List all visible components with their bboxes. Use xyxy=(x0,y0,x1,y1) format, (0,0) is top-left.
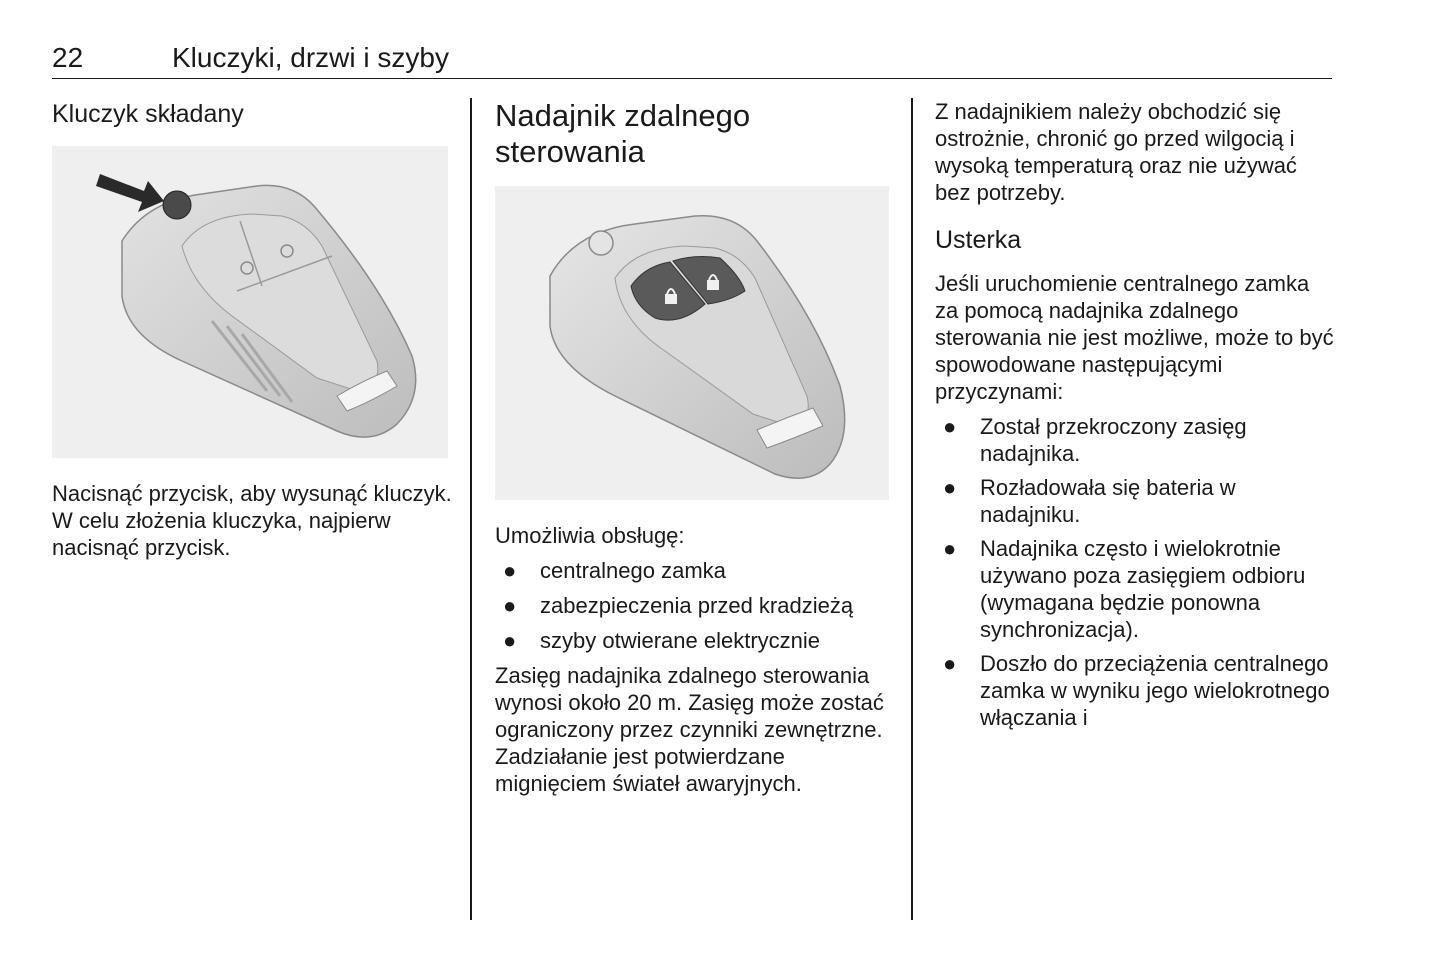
fault-intro: Jeśli uruchomienie centralnego zamka za pomocą nadajnika zdalnego sterowania nie jest możliwe, może to być spowodowane następującymi przyczynami: xyxy=(935,271,1334,404)
list-item: ● zabezpieczenia przed kradzieżą xyxy=(503,593,854,618)
column-handling-fault xyxy=(935,98,1335,738)
section-heading-remote-control: Nadajnik zdalnego sterowania xyxy=(495,98,751,169)
column-folding-key xyxy=(52,98,452,561)
list-item: ● Rozładowała się bateria w nadajniku. xyxy=(943,475,1236,527)
remote-control-figure xyxy=(495,186,889,500)
page-header xyxy=(52,40,1332,79)
column-divider xyxy=(470,98,472,920)
remote-functions-list xyxy=(495,557,895,654)
column-divider xyxy=(911,98,913,920)
remote-intro: Umożliwia obsługę: xyxy=(495,523,685,548)
list-item: ● Nadajnika często i wielokrotnie używano poza zasięgiem odbioru (wymagana będzie ponowna synchronizacja). xyxy=(943,536,1306,642)
list-item: ● centralnego zamka xyxy=(503,558,726,583)
folding-key-icon xyxy=(52,146,448,458)
fault-causes-list xyxy=(935,413,1335,731)
chapter-title: Kluczyki, drzwi i szyby xyxy=(172,42,449,73)
page-number: 22 xyxy=(52,42,84,73)
folding-key-figure xyxy=(52,146,448,458)
section-heading-fault: Usterka xyxy=(935,226,1022,254)
list-item: ● Doszło do przeciążenia centralnego zamka w wyniku jego wielokrotnego włączania i xyxy=(943,651,1330,730)
handling-note: Z nadajnikiem należy obchodzić się ostrożnie, chronić go przed wilgocią i wysoką temperaturą oraz nie używać bez potrzeby. xyxy=(935,99,1297,205)
list-item: ● Został przekroczony zasięg nadajnika. xyxy=(943,414,1247,466)
column-remote-control xyxy=(495,98,895,797)
remote-control-key-icon xyxy=(495,186,889,500)
remote-range-text: Zasięg nadajnika zdalnego sterowania wynosi około 20 m. Zasięg może zostać ograniczony przez czynniki zewnętrzne. Zadziałanie jest potwierdzane mignięciem świateł awaryjnych. xyxy=(495,663,884,796)
list-item: ● szyby otwierane elektrycznie xyxy=(503,628,821,653)
section-heading-folding-key: Kluczyk składany xyxy=(52,100,244,128)
folding-key-caption: Nacisnąć przycisk, aby wysunąć kluczyk. W celu złożenia kluczyka, najpierw nacisnąć przycisk. xyxy=(52,481,452,560)
